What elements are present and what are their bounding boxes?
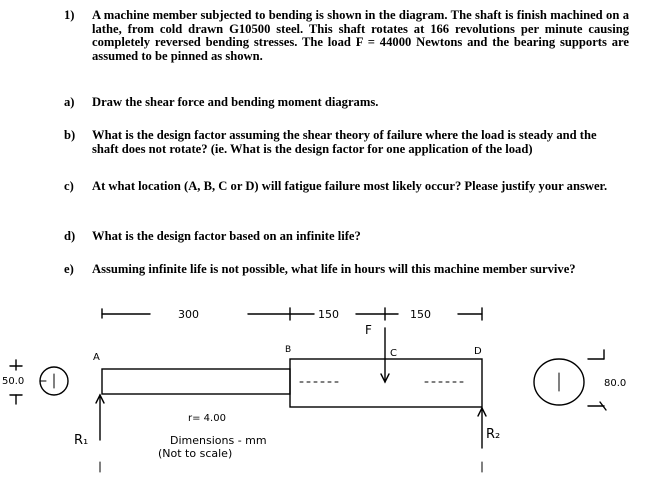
part-b-text: What is the design factor assuming the shear theory of failure where the load is steady and the shaft does not rotate? (ie. What is the design factor for one application of the load) bbox=[92, 128, 597, 156]
shaft-large-section bbox=[290, 359, 482, 407]
scale-note: (Not to scale) bbox=[158, 447, 233, 460]
part-b-label: b) bbox=[64, 128, 76, 142]
problem-text: A machine member subjected to bending is shown in the diagram. The shaft is finish machined on a lathe, from cold drawn G10500 steel. This shaft rotates at 166 revolutions per minute causing completely reversed bending stresses. The load F = 44000 Newtons and the bearing supports are assumed to be pinned as shown. bbox=[92, 8, 629, 63]
fillet-radius-label: r= 4.00 bbox=[188, 413, 226, 424]
point-b-label: B bbox=[285, 345, 292, 355]
part-c-label: c) bbox=[64, 179, 74, 193]
problem-number: 1) bbox=[64, 8, 75, 22]
small-diameter-label: 50.0 bbox=[2, 376, 25, 387]
dim-label-left: 300 bbox=[178, 308, 199, 321]
shaft-small-section bbox=[102, 369, 290, 394]
reaction-left-label: R₁ bbox=[74, 433, 89, 448]
part-d-label: d) bbox=[64, 229, 76, 243]
dimensions-note: Dimensions - mm bbox=[170, 434, 267, 447]
part-e-text: Assuming infinite life is not possible, what life in hours will this machine member survive? bbox=[92, 262, 576, 276]
part-d-text: What is the design factor based on an infinite life? bbox=[92, 229, 361, 243]
point-c-label: C bbox=[390, 348, 397, 359]
dim-label-mid: 150 bbox=[318, 308, 339, 321]
part-e-label: e) bbox=[64, 262, 74, 276]
point-d-label: D bbox=[474, 346, 482, 357]
reaction-right-label: R₂ bbox=[486, 427, 501, 442]
dim-label-right: 150 bbox=[410, 308, 431, 321]
part-a-text: Draw the shear force and bending moment diagrams. bbox=[92, 95, 379, 109]
part-c-text: At what location (A, B, C or D) will fatigue failure most likely occur? Please justify your answer. bbox=[92, 179, 608, 193]
large-diameter-label: 80.0 bbox=[604, 378, 627, 389]
part-a-label: a) bbox=[64, 95, 75, 109]
point-a-label: A bbox=[93, 352, 100, 363]
load-label: F bbox=[365, 323, 372, 337]
